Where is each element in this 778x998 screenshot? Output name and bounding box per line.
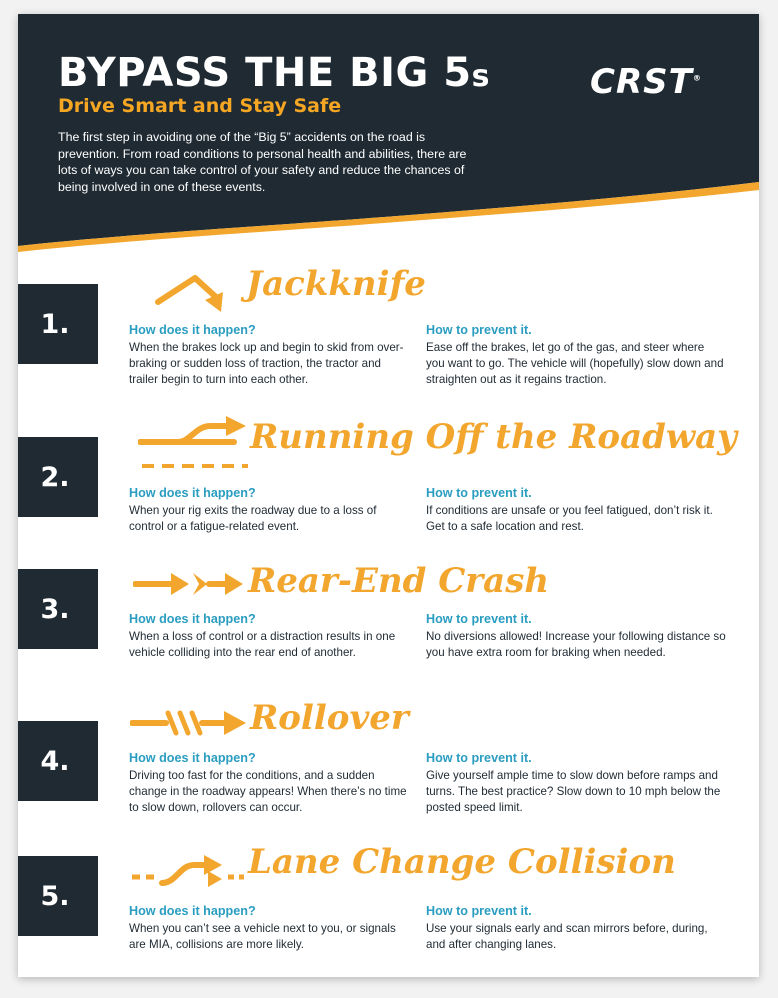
jackknife-arrow-icon — [153, 272, 243, 316]
lane-change-arrows-icon — [130, 849, 246, 893]
how-label-2: How does it happen? — [129, 486, 256, 500]
rear-end-arrows-icon — [133, 569, 245, 599]
prevent-label-3: How to prevent it. — [426, 612, 532, 626]
roadway-exit-icon — [138, 412, 250, 472]
prevent-text-2: If conditions are unsafe or you feel fatigued, don’t risk it. Get to a safe location and rest. — [426, 504, 713, 533]
section-title-5: Lane Change Collision — [248, 842, 676, 882]
section-title-4: Rollover — [250, 698, 409, 738]
how-label-1: How does it happen? — [129, 323, 256, 337]
prevent-text-4: Give yourself ample time to slow down before ramps and turns. The best practice? Slow down to 10 mph below the posted speed limit. — [426, 769, 721, 814]
section-number-5: 5. — [18, 856, 98, 936]
how-text-3: When a loss of control or a distraction results in one vehicle colliding into the rear end of another. — [129, 630, 396, 659]
prevent-text-5: Use your signals early and scan mirrors before, during, and after changing lanes. — [426, 922, 708, 951]
how-label-4: How does it happen? — [129, 751, 256, 765]
prevent-label-2: How to prevent it. — [426, 486, 532, 500]
rollover-arrow-icon — [130, 707, 248, 739]
prevent-label-4: How to prevent it. — [426, 751, 532, 765]
how-text-2: When your rig exits the roadway due to a loss of control or a fatigue-related event. — [129, 504, 377, 533]
how-text-5: When you can’t see a vehicle next to you, or signals are MIA, collisions are more likely. — [129, 922, 396, 951]
flyer-page — [18, 14, 759, 977]
section-title-1: Jackknife — [246, 264, 426, 304]
how-label-3: How does it happen? — [129, 612, 256, 626]
section-number-2: 2. — [18, 437, 98, 517]
section-number-4: 4. — [18, 721, 98, 801]
crst-logo: CRST® — [590, 62, 702, 102]
page-title: BYPASS THE BIG 5s — [58, 50, 490, 96]
intro-paragraph: The first step in avoiding one of the “Big 5” accidents on the road is prevention. From road conditions to personal health and abilities, there are lots of ways you can take control of your safety and reduce the chances of being involved in one of these events. — [58, 130, 467, 194]
how-label-5: How does it happen? — [129, 904, 256, 918]
section-title-2: Running Off the Roadway — [250, 417, 737, 457]
how-text-1: When the brakes lock up and begin to skid from over-braking or sudden loss of traction, the tractor and trailer begin to turn into each other. — [129, 341, 404, 386]
how-text-4: Driving too fast for the conditions, and a sudden change in the roadway appears! When there’s no time to slow down, rollovers can occur. — [129, 769, 407, 814]
prevent-label-5: How to prevent it. — [426, 904, 532, 918]
section-number-1: 1. — [18, 284, 98, 364]
page-subtitle: Drive Smart and Stay Safe — [58, 95, 342, 117]
prevent-label-1: How to prevent it. — [426, 323, 532, 337]
prevent-text-3: No diversions allowed! Increase your following distance so you have extra room for braking when needed. — [426, 630, 726, 659]
section-number-3: 3. — [18, 569, 98, 649]
prevent-text-1: Ease off the brakes, let go of the gas, and steer where you want to go. The vehicle will (hopefully) slow down and straighten out as it regains traction. — [426, 341, 724, 386]
section-title-3: Rear-End Crash — [248, 561, 550, 601]
